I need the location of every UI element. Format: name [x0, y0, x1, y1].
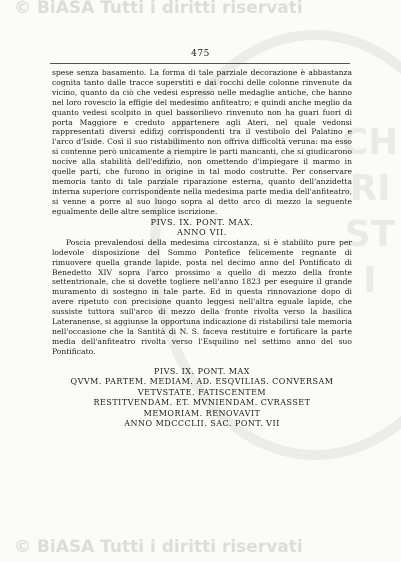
inscription-heading-line-1: PIVS. IX. PONT. MAX. [150, 216, 254, 227]
inscription-block [52, 367, 352, 430]
page-number: 475 [191, 49, 210, 59]
inscription-line: PIVS. IX. PONT. MAX [154, 366, 250, 376]
inscription-line: MEMORIAM. RENOVAVIT [143, 408, 261, 418]
body-paragraph-1: spese senza basamento. La forma di tale parziale decorazione è abbastanza cognita tanto dalle tracce superstiti e dai rocchi delle colonne rinvenute da vicino, quanto da ciò che vedesi espresso nelle medaglie antiche, che hanno nel loro rovescio la effigie del medesimo anfiteatro; e quindi anche meglio da quanto vedesi scolpito in quel bassorilievo rinvenuto non ha guari fuori di porta Maggiore e creduto appartenere agli Ateri, nel quale vedonsi rappresentati diversi edifizj corrispondenti tra il vestibolo del Palatino e l'arco d'Iside. Così il suo ristabilimento non offriva difficoltà veruna: ma esso si contenne però unicamente a riempire le parti mancanti, che si giudicarono nocive alla stabilità dell'edifizio, non omettendo d'impiegare il marmo in quelle parti, che furono in origine in tal modo costrutte. Per conservare memoria tanto di tale parziale riparazione esterna, quanto dell'anzidetta interna superiore corrispondente nella medesima parte media dell'anfiteatro, si venne a porre al suo luogo sopra al detto arco di mezzo la seguente egualmente delle altre semplice iscrizione. [52, 68, 352, 216]
copyright-watermark-bottom: © BiASA Tutti i diritti riservati [14, 537, 303, 557]
inscription-line: RESTITVENDAM. ET. MVNIENDAM. CVRASSET [93, 398, 311, 408]
header-rule [50, 63, 350, 64]
inscription-line: VETVSTATE. FATISCENTEM [137, 387, 267, 397]
inscription-line: QVVM. PARTEM. MEDIAM. AD. ESQVILIAS. CONVERSAM [70, 377, 334, 387]
inscription-line: ANNO MDCCCLII. SAC. PONT. VII [124, 419, 280, 429]
page-body [52, 68, 352, 430]
inscription-heading-line-2: ANNO VII. [177, 227, 227, 238]
copyright-watermark-top: © BiASA Tutti i diritti riservati [14, 0, 303, 18]
seal-watermark-text: CHRISTI [341, 122, 399, 301]
body-paragraph-2: Poscia prevalendosi della medesima circostanza, si è stabilito pure per lodevole disposizione del Sommo Pontefice felicemente regnante di rimuovere quella grande lapide, posta nel decimo anno del Pontificato di Benedetto XIV sopra l'arco prossimo a quello di mezzo della fronte settentrionale, che si dovette togliere nell'anno 1823 per eseguire il grande muramento di sostegno in tale parte. Ed in questa rinnovazione dopo di avere ripetuto con precisione quanto leggesi nell'altra eguale lapide, che sussiste tuttora sull'arco di mezzo della fronte rivolta verso la basilica Lateranense, si aggiunse la opportuna indicazione di ristabilirsi tale memoria nell'occasione che la Santità di N. S. faceva restituire e fortificare la parte media dell'anfiteatro rivolta verso l'Esquilino nel settimo anno del suo Pontificato. [52, 237, 352, 356]
